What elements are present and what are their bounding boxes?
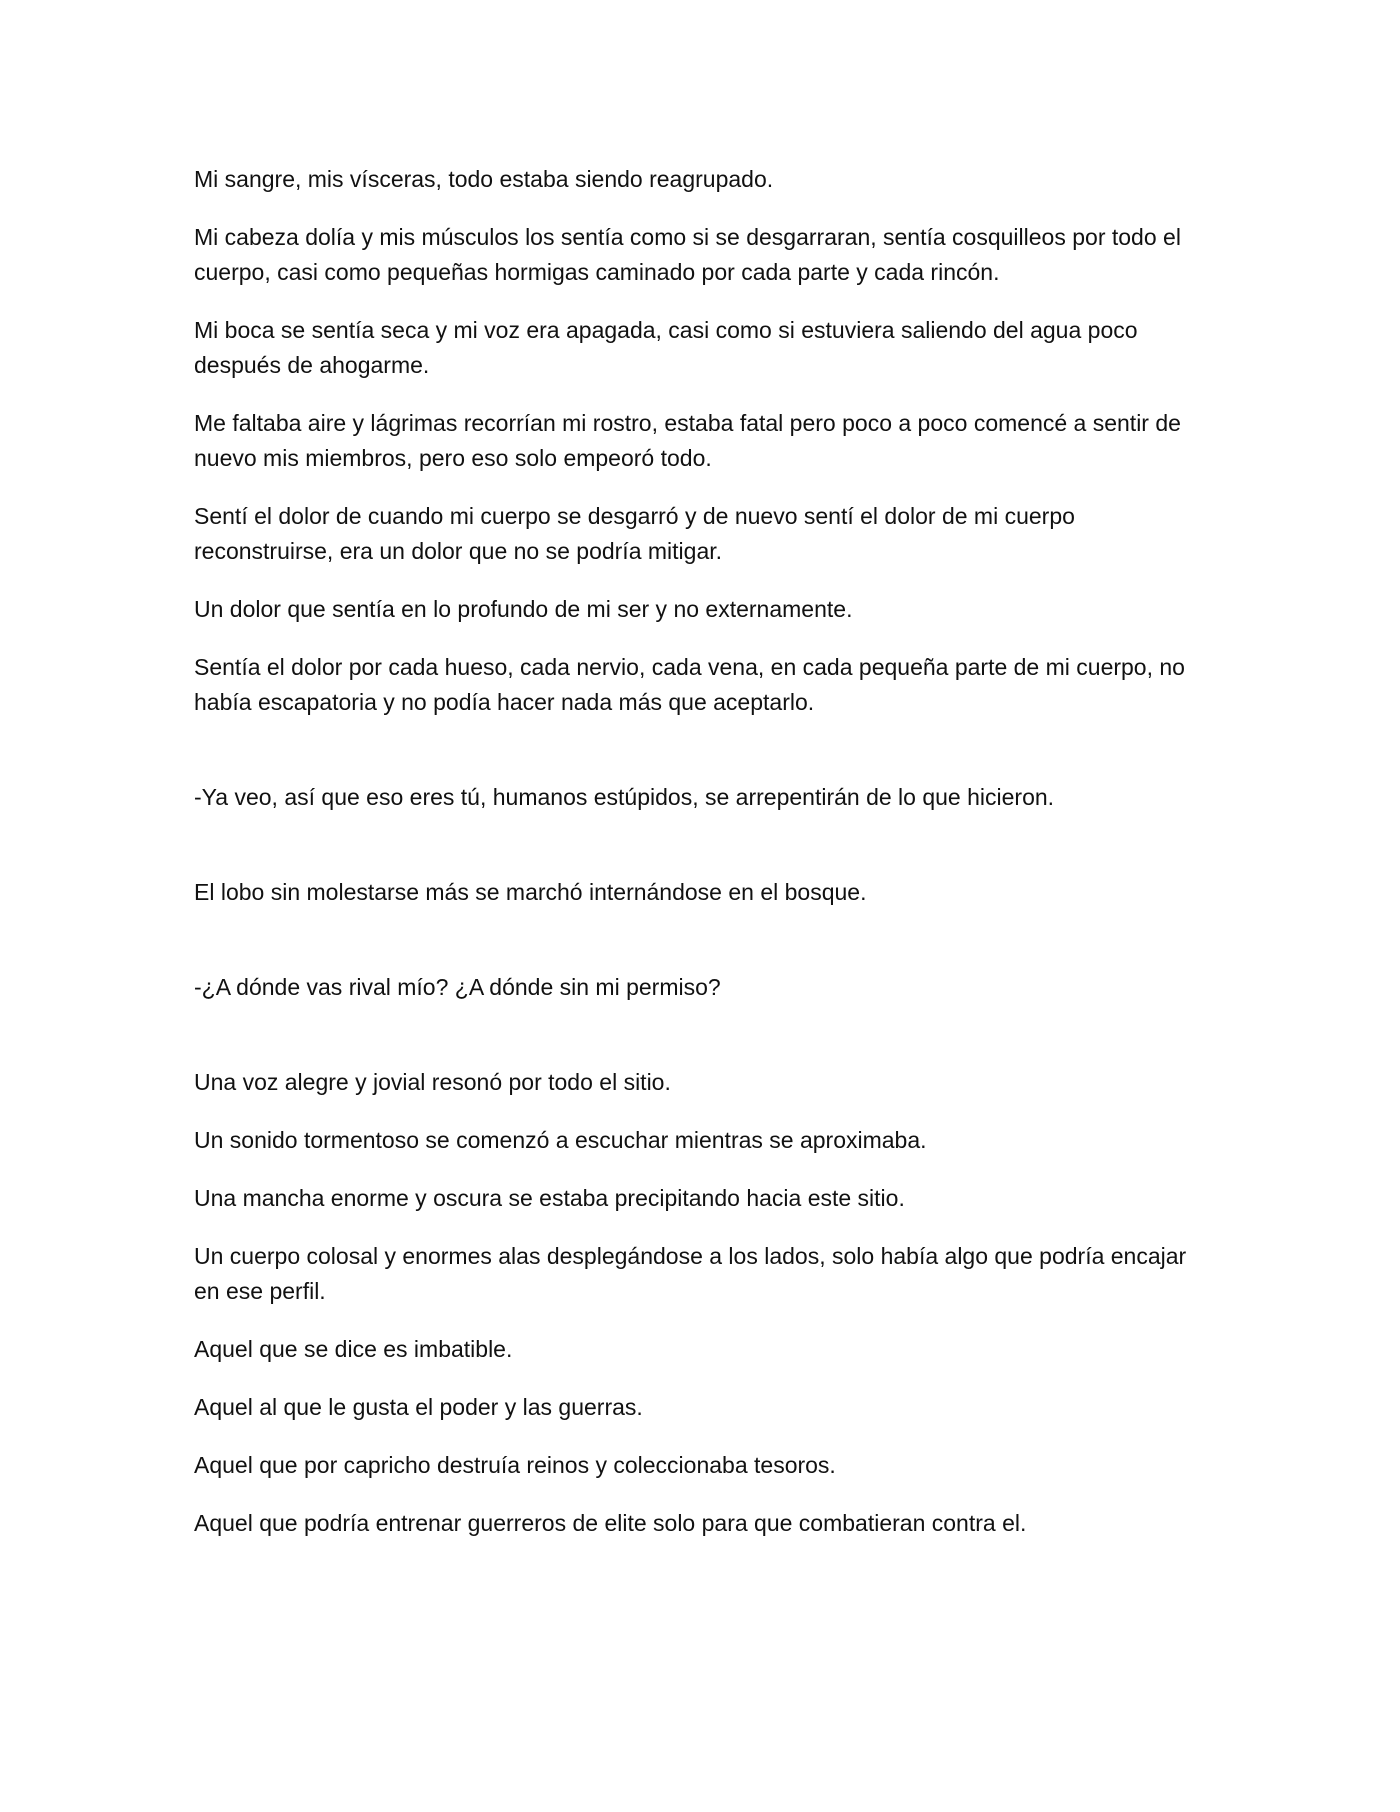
- paragraph: Un cuerpo colosal y enormes alas desplegándose a los lados, solo había algo que podría encajar en ese perfil.: [194, 1243, 1187, 1304]
- paragraph: Una voz alegre y jovial resonó por todo el sitio.: [194, 1069, 671, 1095]
- paragraph: El lobo sin molestarse más se marchó internándose en el bosque.: [194, 879, 867, 905]
- paragraph: Mi sangre, mis vísceras, todo estaba siendo reagrupado.: [194, 166, 774, 192]
- paragraph: Sentía el dolor por cada hueso, cada nervio, cada vena, en cada pequeña parte de mi cuerpo, no había escapatoria y no podía hacer nada más que aceptarlo.: [194, 654, 1185, 715]
- paragraph: Aquel que se dice es imbatible.: [194, 1336, 513, 1362]
- paragraph: Aquel que podría entrenar guerreros de elite solo para que combatieran contra el.: [194, 1510, 1027, 1536]
- paragraph: Sentí el dolor de cuando mi cuerpo se desgarró y de nuevo sentí el dolor de mi cuerpo reconstruirse, era un dolor que no se podría mitigar.: [194, 503, 1075, 564]
- paragraph: Un dolor que sentía en lo profundo de mi ser y no externamente.: [194, 596, 853, 622]
- paragraph: Me faltaba aire y lágrimas recorrían mi rostro, estaba fatal pero poco a poco comencé a sentir de nuevo mis miembros, pero eso solo empeoró todo.: [194, 410, 1181, 471]
- paragraph: Un sonido tormentoso se comenzó a escuchar mientras se aproximaba.: [194, 1127, 927, 1153]
- paragraph: Aquel al que le gusta el poder y las guerras.: [194, 1394, 643, 1420]
- dialogue-line: -Ya veo, así que eso eres tú, humanos estúpidos, se arrepentirán de lo que hicieron.: [194, 784, 1055, 810]
- paragraph: Aquel que por capricho destruía reinos y coleccionaba tesoros.: [194, 1452, 836, 1478]
- paragraph: Mi boca se sentía seca y mi voz era apagada, casi como si estuviera saliendo del agua poco después de ahogarme.: [194, 317, 1138, 378]
- dialogue-line: -¿A dónde vas rival mío? ¿A dónde sin mi permiso?: [194, 974, 721, 1000]
- paragraph: Una mancha enorme y oscura se estaba precipitando hacia este sitio.: [194, 1185, 905, 1211]
- paragraph: Mi cabeza dolía y mis músculos los sentía como si se desgarraran, sentía cosquilleos por todo el cuerpo, casi como pequeñas hormigas caminado por cada parte y cada rincón.: [194, 224, 1181, 285]
- document-body: [194, 162, 1214, 1564]
